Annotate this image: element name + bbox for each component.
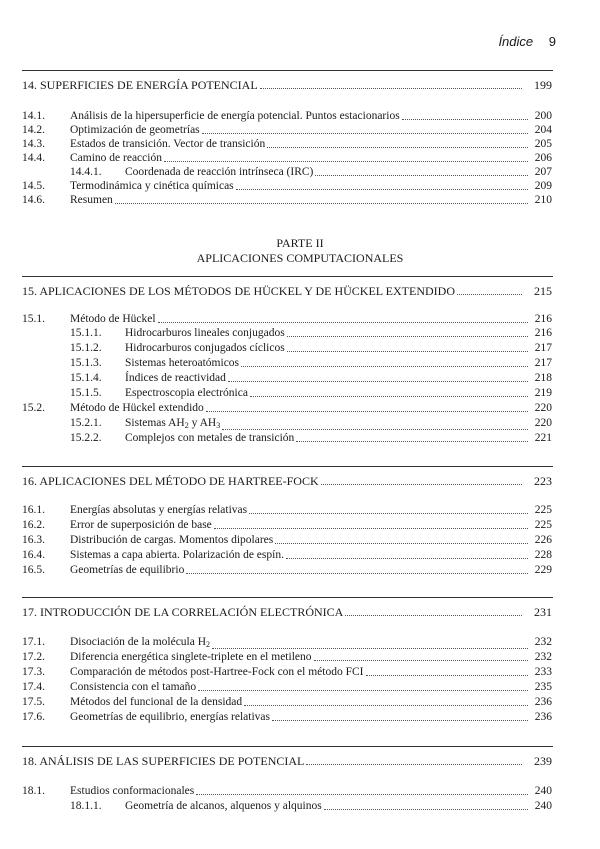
- toc-entry[interactable]: [22, 123, 552, 137]
- section-title: Estudios conformacionales: [70, 785, 195, 797]
- leader-dots: [296, 441, 528, 442]
- toc-entry[interactable]: [22, 341, 552, 355]
- toc-entry[interactable]: [22, 371, 552, 385]
- section-title: Geometrías de equilibrio, energías relativas: [70, 711, 271, 723]
- leader-dots: [345, 615, 522, 616]
- leader-dots: [287, 336, 528, 337]
- toc-entry[interactable]: [22, 151, 552, 165]
- page-number: 240: [534, 785, 552, 797]
- section-number: 15.2.2.: [70, 432, 102, 444]
- leader-dots: [267, 147, 528, 148]
- subscript: 2: [206, 640, 211, 649]
- toc-entry[interactable]: [22, 179, 552, 193]
- toc-entry[interactable]: [22, 401, 552, 415]
- running-header: [498, 34, 556, 49]
- section-title: Hidrocarburos conjugados cíclicos: [125, 342, 285, 354]
- section-title: Hidrocarburos lineales conjugados: [125, 327, 285, 339]
- section-number: 16.1.: [22, 504, 45, 516]
- page-number: 204: [534, 124, 552, 136]
- leader-dots: [249, 513, 528, 514]
- header-page-number: 9: [548, 34, 556, 49]
- page-number: 239: [534, 754, 552, 768]
- leader-dots: [241, 366, 528, 367]
- toc-entry[interactable]: [22, 193, 552, 207]
- section-number: 17.3.: [22, 666, 45, 678]
- divider: [22, 70, 553, 71]
- section-number: 15.1.1.: [70, 327, 102, 339]
- leader-dots: [315, 175, 528, 176]
- page-number: 217: [534, 342, 552, 354]
- section-number: 14.2.: [22, 124, 45, 136]
- leader-dots: [250, 396, 528, 397]
- section-title: Distribución de cargas. Momentos dipolares: [70, 534, 274, 546]
- section-title: Optimización de geometrías: [70, 124, 200, 136]
- page-number: 232: [534, 636, 552, 648]
- section-number: 15.2.: [22, 402, 45, 414]
- section-number: 14.3.: [22, 138, 45, 150]
- subscript: 3: [216, 421, 221, 430]
- toc-entry[interactable]: [22, 563, 552, 577]
- section-number: 14.4.1.: [70, 166, 102, 178]
- leader-dots: [186, 573, 528, 574]
- section-title: Métodos del funcional de la densidad: [70, 696, 243, 708]
- divider: [22, 466, 553, 467]
- section-number: 15.1.2.: [70, 342, 102, 354]
- page-number: 228: [534, 549, 552, 561]
- section-title: Sistemas heteroatómicos: [125, 357, 240, 369]
- header-label: Índice: [498, 34, 534, 49]
- page-number: 216: [534, 327, 552, 339]
- leader-dots: [212, 648, 528, 649]
- section-title: Análisis de la hipersuperficie de energía potencial. Puntos estacionarios: [70, 110, 400, 122]
- toc-entry[interactable]: [22, 695, 552, 709]
- leader-dots: [228, 381, 528, 382]
- page-number: 236: [534, 711, 552, 723]
- leader-dots: [314, 660, 529, 661]
- page-number: 216: [534, 313, 552, 325]
- chapter-17-entry[interactable]: [22, 605, 552, 619]
- chapter-16-entry[interactable]: [22, 474, 552, 488]
- page-number: 225: [534, 504, 552, 516]
- section-number: 15.1.4.: [70, 372, 102, 384]
- leader-dots: [275, 543, 528, 544]
- page-number: 218: [534, 372, 552, 384]
- page-number: 225: [534, 519, 552, 531]
- chapter-title: 15. APLICACIONES DE LOS MÉTODOS DE HÜCKEL Y DE HÜCKEL EXTENDIDO: [22, 284, 455, 298]
- section-title-part: y AH: [188, 417, 217, 429]
- chapter-title: 16. APLICACIONES DEL MÉTODO DE HARTREE-FOCK: [22, 474, 319, 488]
- part-title: APLICACIONES COMPUTACIONALES: [196, 251, 404, 265]
- section-number: 16.4.: [22, 549, 45, 561]
- section-title: Diferencia energética singlete-triplete en el metileno: [70, 651, 312, 663]
- page-number: 240: [534, 800, 552, 812]
- section-title: Resumen: [70, 194, 113, 206]
- leader-dots: [321, 484, 522, 485]
- section-number: 14.5.: [22, 180, 45, 192]
- page-number: 233: [534, 666, 552, 678]
- toc-entry[interactable]: [22, 137, 552, 151]
- leader-dots: [164, 161, 528, 162]
- section-title: Espectroscopia electrónica: [125, 387, 248, 399]
- leader-dots: [214, 528, 528, 529]
- leader-dots: [236, 189, 528, 190]
- page-number: 229: [534, 564, 552, 576]
- section-title: Termodinámica y cinética químicas: [70, 180, 234, 192]
- chapter-15-entry[interactable]: [22, 284, 552, 298]
- section-title: Coordenada de reacción intrínseca (IRC): [125, 166, 314, 178]
- section-number: 15.1.5.: [70, 387, 102, 399]
- part-number: PARTE II: [276, 236, 324, 250]
- leader-dots: [158, 322, 528, 323]
- page-number: 210: [534, 194, 552, 206]
- page-number: 200: [534, 110, 552, 122]
- toc-entry[interactable]: [22, 312, 552, 326]
- leader-dots: [306, 764, 522, 765]
- page-number: 199: [534, 78, 552, 92]
- section-number: 17.2.: [22, 651, 45, 663]
- section-title: Disociación de la molécula H: [70, 636, 207, 648]
- leader-dots: [324, 809, 528, 810]
- page-number: 206: [534, 152, 552, 164]
- divider: [22, 276, 553, 277]
- page-number: 205: [534, 138, 552, 150]
- page-number: 226: [534, 534, 552, 546]
- page-number: 217: [534, 357, 552, 369]
- toc-entry[interactable]: [22, 386, 552, 400]
- toc-entry[interactable]: [22, 533, 552, 547]
- part-heading: [0, 236, 600, 266]
- toc-entry[interactable]: [22, 503, 552, 517]
- leader-dots: [202, 133, 528, 134]
- section-number: 17.5.: [22, 696, 45, 708]
- section-title: Energías absolutas y energías relativas: [70, 504, 248, 516]
- divider: [22, 597, 553, 598]
- toc-entry[interactable]: [22, 665, 552, 679]
- page-number: 207: [534, 166, 552, 178]
- toc-entry[interactable]: [22, 548, 552, 562]
- toc-entry[interactable]: [22, 165, 552, 179]
- page-number: 209: [534, 180, 552, 192]
- leader-dots: [244, 705, 528, 706]
- section-number: 18.1.: [22, 785, 45, 797]
- leader-dots: [198, 690, 528, 691]
- section-number: 17.1.: [22, 636, 45, 648]
- chapter-title: 18. ANÁLISIS DE LAS SUPERFICIES DE POTENCIAL: [22, 754, 305, 768]
- subscript: 2: [184, 421, 189, 430]
- page-number: 235: [534, 681, 552, 693]
- leader-dots: [286, 558, 528, 559]
- toc-entry[interactable]: [22, 109, 552, 123]
- chapter-18-entry[interactable]: [22, 754, 552, 768]
- toc-entry[interactable]: [22, 356, 552, 370]
- leader-dots: [222, 429, 528, 430]
- page-number: 215: [534, 284, 552, 298]
- section-title: Estados de transición. Vector de transición: [70, 138, 266, 150]
- page-number: 223: [534, 474, 552, 488]
- toc-entry[interactable]: [22, 431, 552, 445]
- chapter-title: 17. INTRODUCCIÓN DE LA CORRELACIÓN ELECTRÓNICA: [22, 605, 344, 619]
- section-number: 15.2.1.: [70, 417, 102, 429]
- section-number: 18.1.1.: [70, 800, 102, 812]
- leader-dots: [272, 720, 528, 721]
- section-number: 16.3.: [22, 534, 45, 546]
- section-title-part: Sistemas AH: [125, 417, 185, 429]
- section-number: 16.2.: [22, 519, 45, 531]
- toc-entry[interactable]: [22, 710, 552, 724]
- toc-entry[interactable]: [22, 650, 552, 664]
- section-title: Geometría de alcanos, alquenos y alquinos: [125, 800, 322, 812]
- leader-dots: [260, 88, 522, 89]
- section-number: 15.1.3.: [70, 357, 102, 369]
- section-number: 14.6.: [22, 194, 45, 206]
- toc-entry[interactable]: [22, 784, 552, 798]
- toc-entry[interactable]: [22, 680, 552, 694]
- section-title: Método de Hückel: [70, 313, 156, 325]
- leader-dots: [196, 794, 528, 795]
- section-title: Consistencia con el tamaño: [70, 681, 197, 693]
- section-title: Método de Hückel extendido: [70, 402, 204, 414]
- section-title: Geometrías de equilibrio: [70, 564, 185, 576]
- leader-dots: [402, 119, 528, 120]
- section-title: Error de superposición de base: [70, 519, 212, 531]
- page-number: 232: [534, 651, 552, 663]
- chapter-14-entry[interactable]: [22, 78, 552, 92]
- section-number: 16.5.: [22, 564, 45, 576]
- section-number: 14.1.: [22, 110, 45, 122]
- leader-dots: [366, 675, 529, 676]
- toc-entry[interactable]: [22, 799, 552, 813]
- leader-dots: [457, 294, 522, 295]
- section-number: 15.1.: [22, 313, 45, 325]
- leader-dots: [287, 351, 528, 352]
- section-number: 17.4.: [22, 681, 45, 693]
- section-title: Camino de reacción: [70, 152, 162, 164]
- divider: [22, 746, 553, 747]
- toc-entry[interactable]: [22, 518, 552, 532]
- section-number: 14.4.: [22, 152, 45, 164]
- page-number: 221: [534, 432, 552, 444]
- page-number: 236: [534, 696, 552, 708]
- page-number: 231: [534, 605, 552, 619]
- section-title: Complejos con metales de transición: [125, 432, 295, 444]
- toc-entry[interactable]: [22, 326, 552, 340]
- page-number: 220: [534, 417, 552, 429]
- leader-dots: [115, 203, 528, 204]
- section-title: Comparación de métodos post-Hartree-Fock con el método FCI: [70, 666, 364, 678]
- section-title: Índices de reactividad: [125, 372, 226, 384]
- chapter-title: 14. SUPERFICIES DE ENERGÍA POTENCIAL: [22, 78, 258, 92]
- page-number: 219: [534, 387, 552, 399]
- section-title: Sistemas a capa abierta. Polarización de espín.: [70, 549, 284, 561]
- section-number: 17.6.: [22, 711, 45, 723]
- page-number: 220: [534, 402, 552, 414]
- leader-dots: [206, 411, 528, 412]
